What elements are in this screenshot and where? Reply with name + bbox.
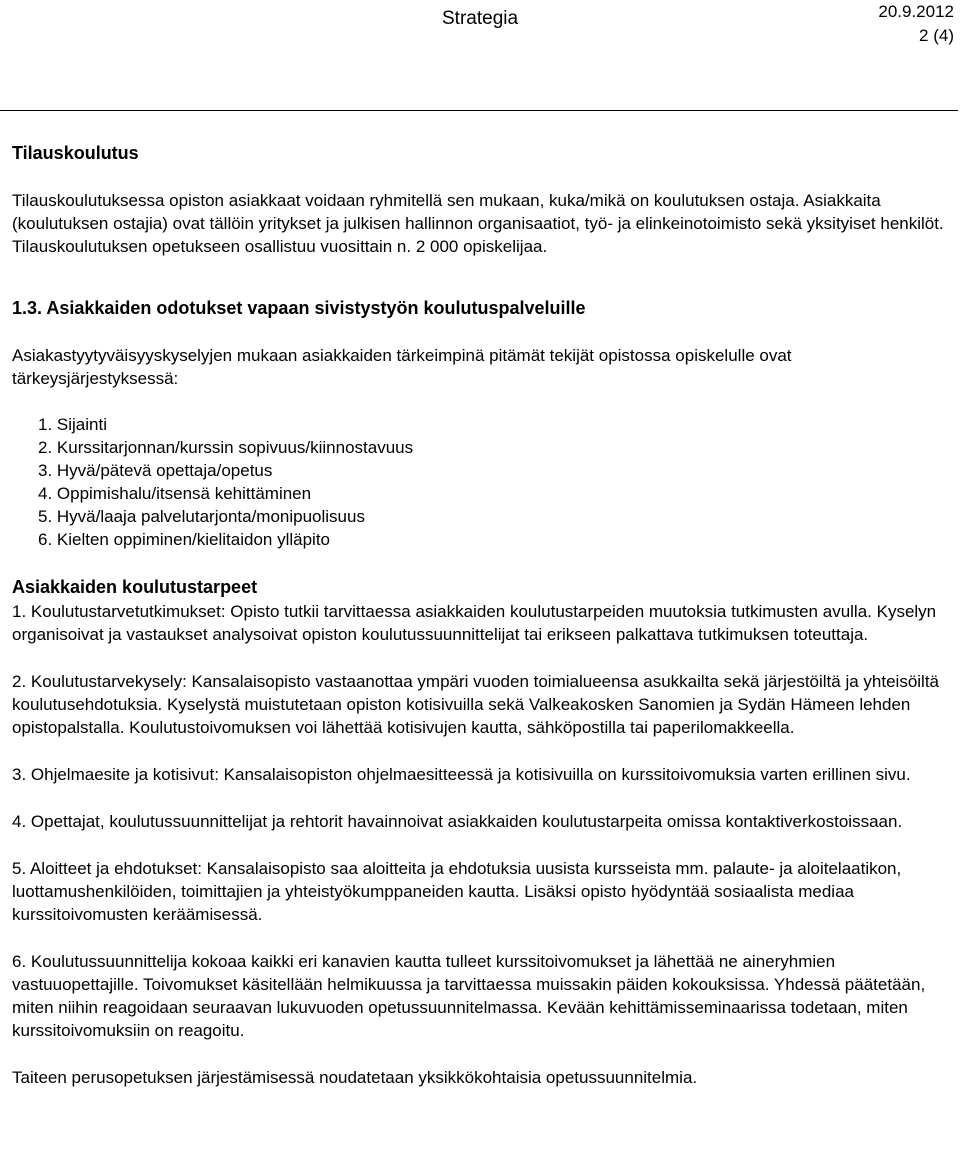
header-meta bbox=[878, 0, 954, 48]
koulutustarpeet-paragraph: 4. Opettajat, koulutussuunnittelijat ja rehtorit havainnoivat asiakkaiden koulutustarpeita omissa kontaktiverkostoissaan. bbox=[12, 812, 903, 831]
priority-list bbox=[12, 413, 952, 551]
koulutustarpeet-paragraph: 2. Koulutustarvekysely: Kansalaisopisto vastaanottaa ympäri vuoden toimialueensa asukkailta sekä järjestöiltä ja yhteisöiltä koulutusehdotuksia. Kyselystä muistutetaan opiston kotisivuilla sekä Valkeakosken Sanomien ja Sydän Hämeen lehden opistopalstalla. Koulutustoivomuksen voi lähettää kotisivujen kautta, sähköpostilla tai paperilomakkeella. bbox=[12, 672, 940, 737]
list-item: 3. Hyvä/pätevä opettaja/opetus bbox=[38, 461, 273, 480]
section-heading-tilauskoulutus: Tilauskoulutus bbox=[12, 143, 139, 163]
list-item: 4. Oppimishalu/itsensä kehittäminen bbox=[38, 484, 312, 503]
header-page-number: 2 (4) bbox=[919, 26, 954, 45]
koulutustarpeet-paragraph: 3. Ohjelmaesite ja kotisivut: Kansalaisopiston ohjelmaesitteessä ja kotisivuilla on kurssitoivomuksia varten erillinen sivu. bbox=[12, 765, 911, 784]
list-item: 2. Kurssitarjonnan/kurssin sopivuus/kiinnostavuus bbox=[38, 438, 414, 457]
koulutustarpeet-paragraph: 5. Aloitteet ja ehdotukset: Kansalaisopisto saa aloitteita ja ehdotuksia uusista kursseista mm. palaute- ja aloitelaatikon, luottamushenkilöiden, toimittajien ja yhteistyökumppaneiden kautta. Lisäksi opisto hyödyntää sosiaalista mediaa kurssitoivomusten keräämisessä. bbox=[12, 859, 902, 924]
koulutustarpeet-paragraph: 6. Koulutussuunnittelija kokoaa kaikki eri kanavien kautta tulleet kurssitoivomukset ja lähettää ne aineryhmien vastuuopettajille. Toivomukset käsitellään helmikuussa ja tarvittaessa muissakin päiden kokouksissa. Yhdessä päätetään, miten niihin reagoidaan seuraavan lukuvuoden opetussuunnitelmassa. Kevään kehittämisseminaarissa todetaan, miten kurssitoivomuksiin on reagoitu. bbox=[12, 952, 926, 1040]
header-divider bbox=[0, 110, 958, 111]
list-item: 5. Hyvä/laaja palvelutarjonta/monipuolisuus bbox=[38, 507, 365, 526]
list-item: 6. Kielten oppiminen/kielitaidon ylläpito bbox=[38, 530, 331, 549]
document-body bbox=[12, 140, 952, 1089]
header-title: Strategia bbox=[442, 8, 519, 29]
koulutustarpeet-paragraph: 1. Koulutustarvetutkimukset: Opisto tutkii tarvittaessa asiakkaiden koulutustarpeiden muutoksia tutkimusten avulla. Kyselyn organisoivat ja vastaukset analysoivat opiston koulutussuunnittelijat tai erikseen palkattava tutkimuksen toteuttaja. bbox=[12, 602, 937, 644]
tilauskoulutus-paragraph: Tilauskoulutuksessa opiston asiakkaat voidaan ryhmitellä sen mukaan, kuka/mikä on koulutuksen ostaja. Asiakkaita (koulutuksen ostajia) ovat tällöin yritykset ja julkisen hallinnon organisaatiot, työ- ja elinkeinotoimisto sekä yksityiset henkilöt. Tilauskoulutuksen opetukseen osallistuu vuosittain n. 2 000 opiskelijaa. bbox=[12, 191, 944, 256]
odotukset-intro: Asiakastyytyväisyyskyselyjen mukaan asiakkaiden tärkeimpinä pitämät tekijät opistossa opiskelulle ovat tärkeysjärjestyksessä: bbox=[12, 346, 792, 388]
closing-paragraph: Taiteen perusopetuksen järjestämisessä noudatetaan yksikkökohtaisia opetussuunnitelmia. bbox=[12, 1068, 698, 1087]
list-item: 1. Sijainti bbox=[38, 415, 107, 434]
section-heading-koulutustarpeet: Asiakkaiden koulutustarpeet bbox=[12, 577, 258, 597]
section-heading-odotukset: 1.3. Asiakkaiden odotukset vapaan sivistystyön koulutuspalveluille bbox=[12, 298, 586, 318]
header-date: 20.9.2012 bbox=[878, 2, 954, 21]
